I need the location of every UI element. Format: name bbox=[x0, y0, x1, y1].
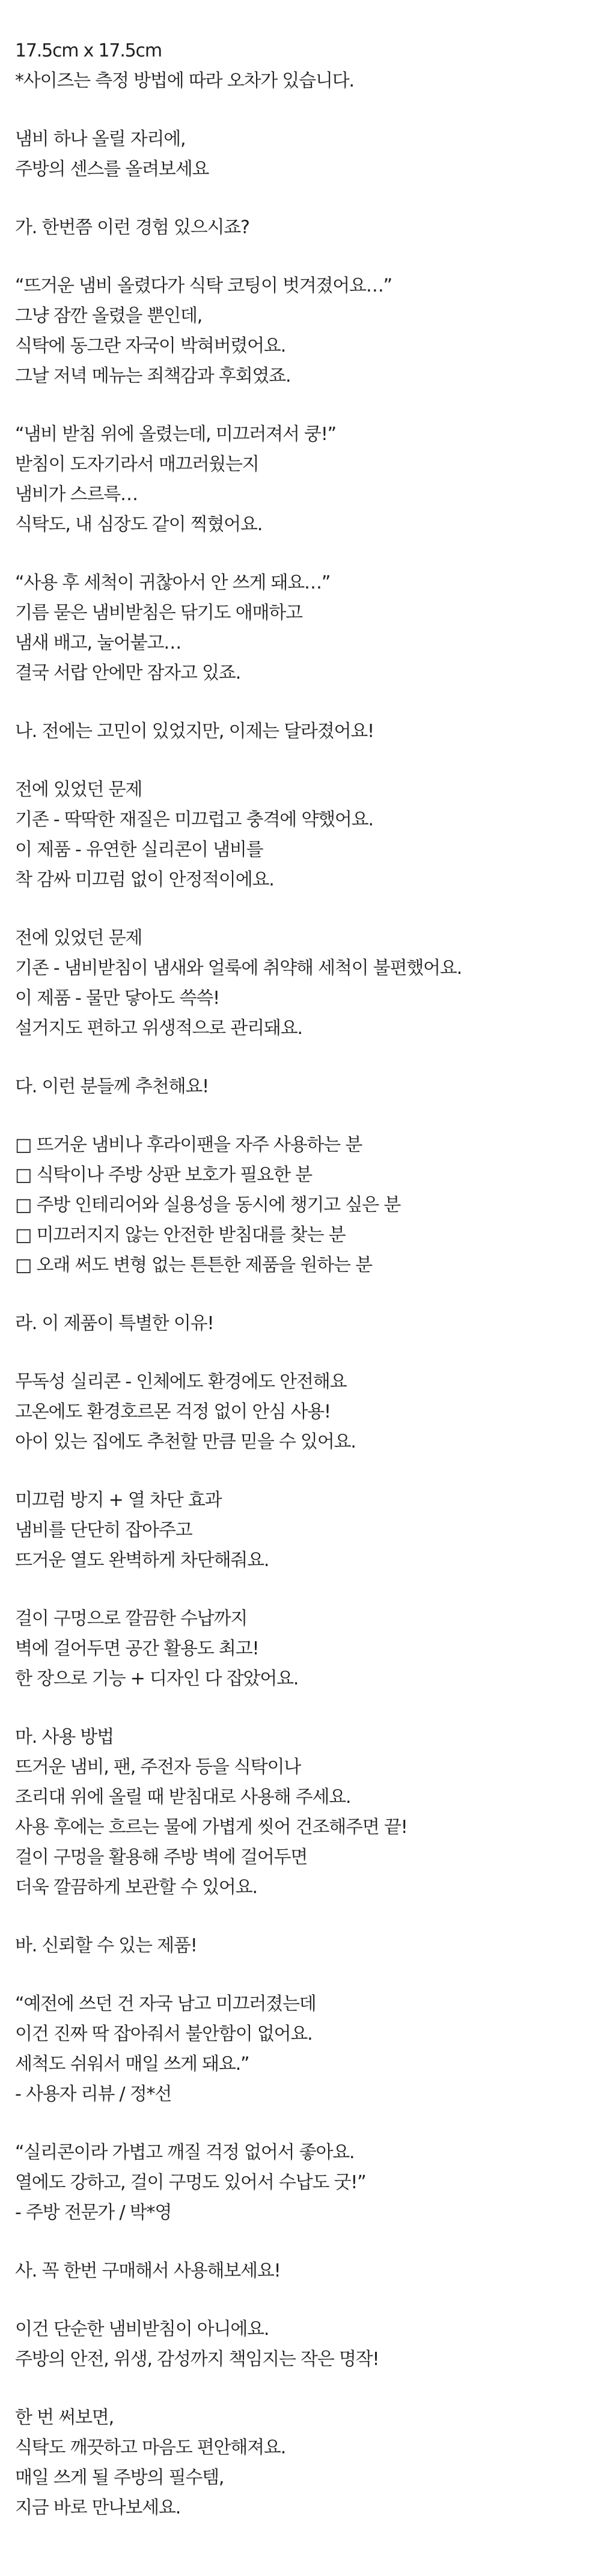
paragraph bbox=[15, 568, 601, 688]
text-line: 걸이 구멍을 활용해 주방 벽에 걸어두면 bbox=[15, 1847, 308, 1868]
text-line: 냄비를 단단히 잡아주고 bbox=[15, 1520, 192, 1541]
paragraph bbox=[15, 923, 601, 1044]
text-line: □ 오래 써도 변형 없는 튼튼한 제품을 원하는 분 bbox=[15, 1255, 372, 1276]
text-line: 매일 쓰게 될 주방의 필수템, bbox=[15, 2467, 224, 2488]
text-line: *사이즈는 측정 방법에 따라 오차가 있습니다. bbox=[15, 70, 354, 91]
text-line: “사용 후 세척이 귀찮아서 안 쓰게 돼요…” bbox=[15, 572, 331, 593]
paragraph-gap bbox=[15, 185, 601, 213]
paragraph-gap bbox=[15, 1044, 601, 1072]
paragraph-gap bbox=[15, 1576, 601, 1604]
text-line: 착 감싸 미끄럼 없이 안정적이에요. bbox=[15, 869, 274, 890]
text-line: 냄새 배고, 눌어붙고… bbox=[15, 632, 182, 653]
text-line: 이건 단순한 냄비받침이 아니에요. bbox=[15, 2319, 269, 2340]
paragraph bbox=[15, 1989, 601, 2109]
text-line: 다. 이런 분들께 추천해요! bbox=[15, 1076, 209, 1097]
text-line: 이 제품 - 유연한 실리콘이 냄비를 bbox=[15, 839, 263, 860]
paragraph bbox=[15, 1604, 601, 1694]
text-line: 아이 있는 집에도 추천할 만큼 믿을 수 있어요. bbox=[15, 1431, 356, 1452]
text-line: 전에 있었던 문제 bbox=[15, 779, 142, 800]
paragraph bbox=[15, 2256, 601, 2286]
paragraph bbox=[15, 1931, 601, 1961]
paragraph-gap bbox=[15, 895, 601, 923]
text-line: 한 번 써보면, bbox=[15, 2407, 114, 2428]
text-line: 식탁도, 내 심장도 같이 찍혔어요. bbox=[15, 514, 263, 535]
paragraph-gap bbox=[15, 243, 601, 271]
paragraph bbox=[15, 1072, 601, 1102]
text-line: 뜨거운 냄비, 팬, 주전자 등을 식탁이나 bbox=[15, 1757, 301, 1778]
text-line: 기존 - 냄비받침이 냄새와 얼룩에 취약해 세척이 불편했어요. bbox=[15, 958, 462, 979]
text-line: 결국 서랍 안에만 잠자고 있죠. bbox=[15, 662, 241, 684]
text-line: 나. 전에는 고민이 있었지만, 이제는 달라졌어요! bbox=[15, 721, 374, 742]
text-line: 마. 사용 방법 bbox=[15, 1727, 114, 1748]
text-line: 한 장으로 기능 + 디자인 다 잡았어요. bbox=[15, 1668, 299, 1689]
paragraph bbox=[15, 2403, 601, 2523]
text-line: - 사용자 리뷰 / 정*선 bbox=[15, 2084, 172, 2105]
text-line: 기름 묻은 냄비받침은 닦기도 애매하고 bbox=[15, 602, 302, 623]
paragraph-gap bbox=[15, 747, 601, 775]
text-line: “예전에 쓰던 건 자국 남고 미끄러졌는데 bbox=[15, 1993, 316, 2015]
paragraph-gap bbox=[15, 540, 601, 568]
text-line: 식탁도 깨끗하고 마음도 편안해져요. bbox=[15, 2437, 286, 2458]
text-line: 지금 바로 만나보세요. bbox=[15, 2497, 181, 2518]
paragraph-gap bbox=[15, 96, 601, 124]
paragraph-gap bbox=[15, 1102, 601, 1130]
paragraph bbox=[15, 1485, 601, 1576]
text-line: 이 제품 - 물만 닿아도 쓱쓱! bbox=[15, 988, 219, 1009]
text-line: 세척도 쉬워서 매일 쓰게 돼요.” bbox=[15, 2054, 249, 2075]
text-line: 라. 이 제품이 특별한 이유! bbox=[15, 1313, 214, 1334]
paragraph bbox=[15, 1130, 601, 1280]
paragraph bbox=[15, 420, 601, 540]
paragraph-gap bbox=[15, 2286, 601, 2314]
paragraph-gap bbox=[15, 1903, 601, 1931]
text-line: 설거지도 편하고 위생적으로 관리돼요. bbox=[15, 1018, 302, 1039]
text-line: 조리대 위에 올릴 때 받침대로 사용해 주세요. bbox=[15, 1787, 351, 1808]
text-line: □ 주방 인테리어와 실용성을 동시에 챙기고 싶은 분 bbox=[15, 1195, 401, 1216]
text-line: 열에도 강하고, 걸이 구멍도 있어서 수납도 굿!” bbox=[15, 2172, 366, 2193]
text-line: - 주방 전문가 / 박*영 bbox=[15, 2202, 172, 2223]
paragraph-gap bbox=[15, 2375, 601, 2403]
text-line: 받침이 도자기라서 매끄러웠는지 bbox=[15, 454, 259, 475]
text-line: 벽에 걸어두면 공간 활용도 최고! bbox=[15, 1638, 259, 1659]
paragraph bbox=[15, 717, 601, 747]
text-line: 사. 꼭 한번 구매해서 사용해보세요! bbox=[15, 2260, 281, 2281]
paragraph bbox=[15, 1722, 601, 1903]
text-line: 가. 한번쯤 이런 경험 있으시죠? bbox=[15, 217, 249, 238]
paragraph-gap bbox=[15, 1457, 601, 1485]
text-line: 17.5cm x 17.5cm bbox=[15, 40, 162, 61]
paragraph-gap bbox=[15, 1961, 601, 1989]
text-line: 걸이 구멍으로 깔끔한 수납까지 bbox=[15, 1608, 248, 1629]
text-line: 고온에도 환경호르몬 걱정 없이 안심 사용! bbox=[15, 1401, 331, 1422]
paragraph-gap bbox=[15, 1694, 601, 1722]
text-line: □ 식탁이나 주방 상판 보호가 필요한 분 bbox=[15, 1164, 312, 1186]
paragraph-gap bbox=[15, 2228, 601, 2256]
text-line: 냄비 하나 올릴 자리에, bbox=[15, 129, 186, 150]
paragraph bbox=[15, 124, 601, 185]
text-line: 냄비가 스르륵… bbox=[15, 484, 138, 505]
text-line: 그냥 잠깐 올렸을 뿐인데, bbox=[15, 305, 203, 326]
text-line: 주방의 센스를 올려보세요 bbox=[15, 159, 209, 180]
text-line: 미끄럼 방지 + 열 차단 효과 bbox=[15, 1490, 222, 1511]
paragraph bbox=[15, 1367, 601, 1457]
text-line: 기존 - 딱딱한 재질은 미끄럽고 충격에 약했어요. bbox=[15, 809, 373, 830]
text-line: □ 미끄러지지 않는 안전한 받침대를 찾는 분 bbox=[15, 1225, 346, 1246]
text-line: “냄비 받침 위에 올렸는데, 미끄러져서 쿵!” bbox=[15, 424, 337, 445]
paragraph-gap bbox=[15, 688, 601, 717]
text-line: 더욱 깔끔하게 보관할 수 있어요. bbox=[15, 1877, 257, 1898]
paragraph bbox=[15, 1309, 601, 1339]
paragraph-gap bbox=[15, 1339, 601, 1367]
text-line: 사용 후에는 흐르는 물에 가볍게 씻어 건조해주면 끝! bbox=[15, 1817, 407, 1838]
text-line: 무독성 실리콘 - 인체에도 환경에도 안전해요 bbox=[15, 1371, 347, 1392]
paragraph-gap bbox=[15, 391, 601, 420]
text-line: 바. 신뢰할 수 있는 제품! bbox=[15, 1935, 197, 1956]
paragraph bbox=[15, 2138, 601, 2228]
text-line: 뜨거운 열도 완벽하게 차단해줘요. bbox=[15, 1550, 269, 1571]
paragraph bbox=[15, 213, 601, 243]
text-line: 전에 있었던 문제 bbox=[15, 928, 142, 949]
text-line: 식탁에 동그란 자국이 박혀버렸어요. bbox=[15, 335, 286, 356]
text-line: 이건 진짜 딱 잡아줘서 불안함이 없어요. bbox=[15, 2024, 313, 2045]
text-line: 주방의 안전, 위생, 감성까지 책임지는 작은 명작! bbox=[15, 2349, 379, 2370]
paragraph-gap bbox=[15, 2109, 601, 2138]
text-line: □ 뜨거운 냄비나 후라이팬을 자주 사용하는 분 bbox=[15, 1134, 362, 1155]
text-line: “실리콘이라 가볍고 깨질 걱정 없어서 좋아요. bbox=[15, 2142, 355, 2163]
paragraph bbox=[15, 2314, 601, 2375]
paragraph bbox=[15, 271, 601, 391]
text-line: “뜨거운 냄비 올렸다가 식탁 코팅이 벗겨졌어요…” bbox=[15, 275, 392, 296]
paragraph-gap bbox=[15, 1280, 601, 1309]
text-line: 그날 저녁 메뉴는 죄책감과 후회였죠. bbox=[15, 366, 291, 387]
paragraph bbox=[15, 775, 601, 895]
paragraph bbox=[15, 36, 601, 96]
